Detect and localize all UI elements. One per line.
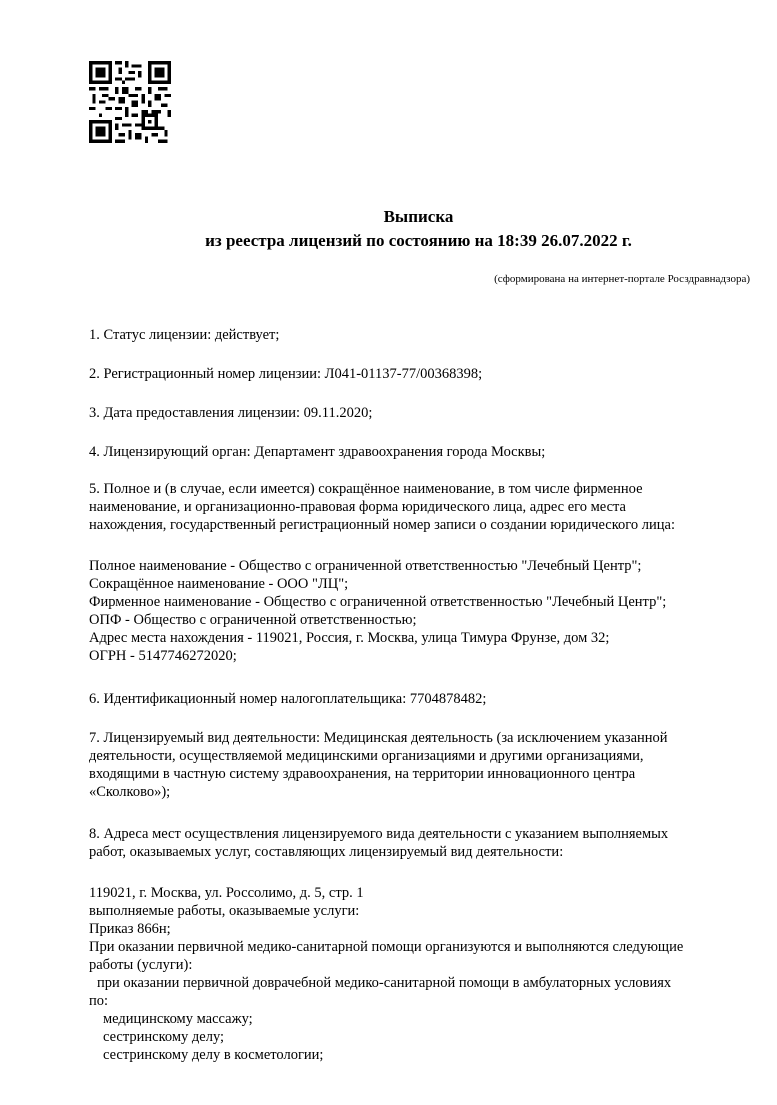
org-details bbox=[89, 557, 749, 665]
license-status: 1. Статус лицензии: действует; bbox=[89, 327, 280, 343]
address-line: Адрес места нахождения - 119021, Россия, г. Москва, улица Тимура Фрунзе, дом 32; bbox=[89, 630, 610, 646]
service-item: медицинскому массажу; bbox=[103, 1011, 253, 1027]
text-line: деятельности, осуществляемой медицинскими организациями и другими организациями, bbox=[89, 748, 644, 764]
text-line: нахождения, государственный регистрационный номер записи о создании юридического лица: bbox=[89, 517, 675, 533]
short-name-line: Сокращённое наименование - ООО "ЛЦ"; bbox=[89, 576, 349, 592]
licensing-authority: 4. Лицензирующий орган: Департамент здравоохранения города Москвы; bbox=[89, 444, 546, 460]
text-line: При оказании первичной медико-санитарной помощи организуются и выполняются следующие bbox=[89, 939, 684, 955]
document-subtitle: из реестра лицензий по состоянию на 18:39 26.07.2022 г. bbox=[205, 231, 632, 250]
full-name-line: Полное наименование - Общество с ограниченной ответственностью "Лечебный Центр"; bbox=[89, 558, 642, 574]
address-line: 119021, г. Москва, ул. Россолимо, д. 5, стр. 1 bbox=[89, 885, 364, 901]
text-line: при оказании первичной доврачебной медико-санитарной помощи в амбулаторных условиях bbox=[97, 975, 672, 991]
activity-addresses-heading bbox=[89, 825, 749, 861]
text-line: 8. Адреса мест осуществления лицензируемого вида деятельности с указанием выполняемых bbox=[89, 826, 669, 842]
order-line: Приказ 866н; bbox=[89, 921, 171, 937]
ogrn-line: ОГРН - 5147746272020; bbox=[89, 648, 237, 664]
activity-address-block bbox=[89, 884, 749, 1064]
org-name-heading bbox=[89, 480, 749, 534]
text-line: по: bbox=[89, 993, 109, 1009]
text-line: работы (услуги): bbox=[89, 957, 193, 973]
taxpayer-id: 6. Идентификационный номер налогоплательщика: 7704878482; bbox=[89, 691, 487, 707]
text-line: входящими в частную систему здравоохранения, на территории инновационного центра bbox=[89, 766, 636, 782]
legal-form-line: ОПФ - Общество с ограниченной ответственностью; bbox=[89, 612, 417, 628]
service-item: сестринскому делу в косметологии; bbox=[103, 1047, 324, 1063]
text-line: выполняемые работы, оказываемые услуги: bbox=[89, 903, 360, 919]
text-line: наименование, и организационно-правовая форма юридического лица, адрес его места bbox=[89, 499, 626, 515]
source-note: (сформирована на интернет-портале Росздравнадзора) bbox=[494, 273, 750, 285]
license-reg-number: 2. Регистрационный номер лицензии: Л041-01137-77/00368398; bbox=[89, 366, 483, 382]
service-item: сестринскому делу; bbox=[103, 1029, 225, 1045]
text-line: «Сколково»); bbox=[89, 784, 171, 800]
text-line: 7. Лицензируемый вид деятельности: Медицинская деятельность (за исключением указанной bbox=[89, 730, 668, 746]
licensed-activity bbox=[89, 729, 749, 801]
qr-code bbox=[89, 61, 171, 143]
text-line: 5. Полное и (в случае, если имеется) сокращённое наименование, в том числе фирменное bbox=[89, 481, 643, 497]
text-line: работ, оказываемых услуг, составляющих лицензируемый вид деятельности: bbox=[89, 844, 564, 860]
brand-name-line: Фирменное наименование - Общество с ограниченной ответственностью "Лечебный Центр"; bbox=[89, 594, 667, 610]
license-date: 3. Дата предоставления лицензии: 09.11.2020; bbox=[89, 405, 373, 421]
document-title: Выписка bbox=[383, 207, 454, 226]
